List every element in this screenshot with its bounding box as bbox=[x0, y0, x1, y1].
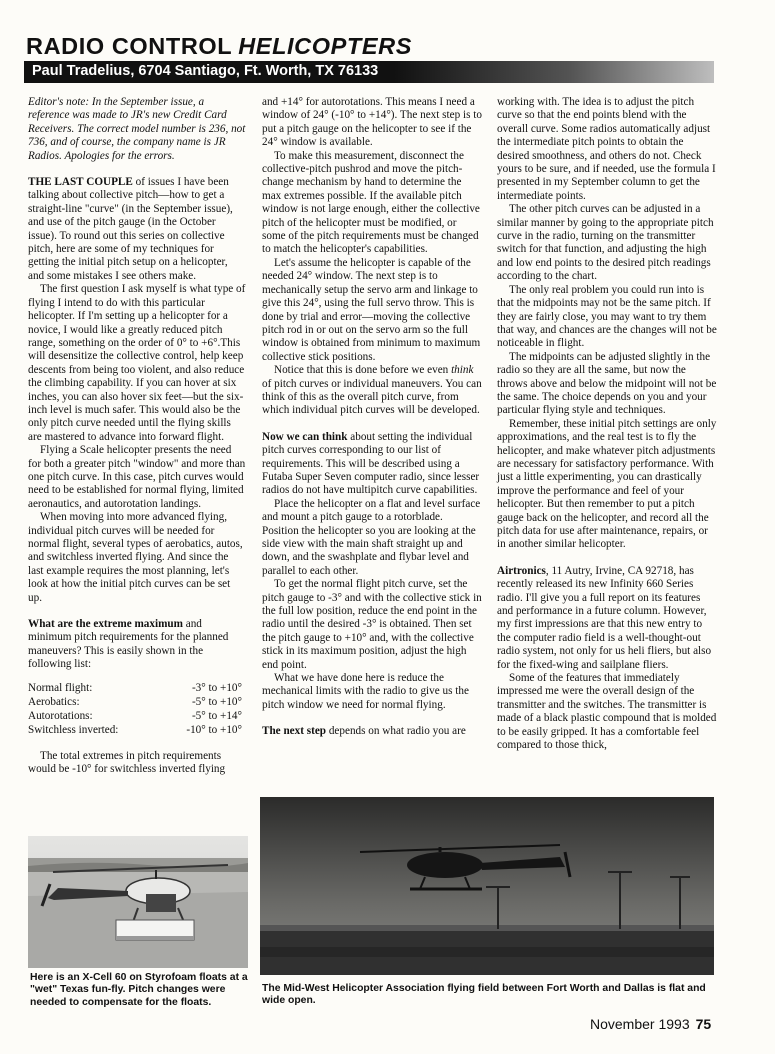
paragraph: Let's assume the helicopter is capable of the needed 24° window. The next step is to mechanically setup the servo arm and linkage to give this 24°, using the full servo throw. This is done by trial and error—moving the collective pitch rod in or out on the servo arm so the full window is obtained from minimum to maximum collective stick positions. bbox=[262, 256, 481, 363]
paragraph: What we have done here is reduce the mechanical limits with the radio to give us the pitch window we need for normal flying. bbox=[262, 672, 469, 711]
editors-note: Editor's note: In the September issue, a reference was made to JR's new Credit Card Receivers. The correct model number is 236, not 736, and of course, the company name is JR Radios. Apologies for the errors. bbox=[28, 96, 246, 162]
paragraph: and +14° for autorotations. This means I need a window of 24° (-10° to +14°). The next step is to put a pitch gauge on the helicopter to see if the 24° window is available. bbox=[262, 96, 482, 149]
paragraph: Place the helicopter on a flat and level surface and mount a pitch gauge to a rotorblade. Position the helicopter so you are looking at the side view with the main shaft straight up and down, and the swashplate and flybar level and parallel to each other. bbox=[262, 497, 481, 577]
paragraph: Airtronics, 11 Autry, Irvine, CA 92718, has recently released its new Infinity 660 Series radio. I'll give you a full report on its features and performance in a future column. However, my first impressions are that this new entry to the computer radio field is a well-thought-out radio system, not only for us heli fliers, but also for the fixed-wing and sailplane fliers. bbox=[497, 564, 712, 671]
list-item: Normal flight: -3° to +10° bbox=[28, 681, 242, 694]
list-item: Aerobatics: -5° to +10° bbox=[28, 695, 242, 708]
paragraph: When moving into more advanced flying, individual pitch curves will be needed for normal flight, several types of aerobatics, autos, and switchless inverted flying. And since the last example requires the most planning, let's look at how the initial pitch curves can be set up. bbox=[28, 511, 243, 604]
paragraph: The total extremes in pitch requirements would be -10° for switchless inverted flying bbox=[28, 749, 226, 776]
column-2 bbox=[262, 96, 482, 739]
page-title bbox=[26, 33, 412, 60]
paragraph: Remember, these initial pitch settings are only approximations, and the real test is to fly the helicopter, and make whatever pitch adjustments are necessary for satisfactory performance. With just a little experimenting, you can drastically improve the performance and feel of your helicopter. But then remember to put a pitch gauge back on the helicopter, and record all the pitch data for use after maintenance, repairs, or in another similar helicopter. bbox=[497, 417, 717, 551]
issue-date: November 1993 bbox=[590, 1016, 690, 1032]
flying-field-image bbox=[260, 797, 714, 975]
paragraph: The midpoints can be adjusted slightly in the radio so they are all the same, but now the throws above and below the midpoint will not be the same. The choice depends on you and your particular flying style and techniques. bbox=[497, 350, 717, 417]
author-byline: Paul Tradelius, 6704 Santiago, Ft. Worth, TX 76133 bbox=[32, 63, 379, 79]
photo-flying-field bbox=[260, 797, 714, 975]
paragraph: To get the normal flight pitch curve, set the pitch gauge to -3° and with the collective stick in the full low position, reduce the end point in the radio until the desired -3° is obtained. Then set the pitch gauge to +10° and, with the collective stick in its maximum position, adjust the high end point. bbox=[262, 578, 482, 671]
list-item: Autorotations: -5° to +14° bbox=[28, 709, 242, 722]
title-plain: RADIO CONTROL bbox=[26, 33, 233, 59]
page-number: 75 bbox=[695, 1016, 712, 1032]
paragraph: The other pitch curves can be adjusted in a similar manner by going to the appropriate pitch curve in the radio, turning on the transmitter switch for that function, and adjusting the high and low end points to the desired pitch readings according to the chart. bbox=[497, 203, 714, 283]
paragraph: The next step depends on what radio you are bbox=[262, 725, 466, 738]
run-in-heading: Now we can think bbox=[262, 430, 348, 443]
photo-caption: The Mid-West Helicopter Association flying field between Fort Worth and Dallas is flat and wide open. bbox=[262, 983, 706, 1007]
paragraph: The first question I ask myself is what type of flying I intend to do with this particular helicopter. If I'm setting up a helicopter for a novice, I would like a greatly reduced pitch range, something on the order of 0° to +6°.This will desensitize the collective control, help keep descents from being too violent, and also reduce the climbing capability. If you can hover at six inches, you can also hover six feet—but the six-inch level is much safer. This would also be the only pitch curve needed until the flying skills are mastered to advance into forward flight. bbox=[28, 283, 246, 443]
pitch-requirements-list bbox=[28, 681, 242, 737]
byline-bar bbox=[24, 61, 714, 83]
page-footer bbox=[590, 1016, 711, 1032]
paragraph: Flying a Scale helicopter presents the need for both a greater pitch "window" and more than one pitch curve. In this case, pitch curves would need to be established for normal flying, limited aeronautics, and autorotation landings. bbox=[28, 444, 246, 510]
photo-xcell-on-floats bbox=[28, 836, 248, 968]
list-item: Switchless inverted: -10° to +10° bbox=[28, 723, 242, 736]
paragraph: Some of the features that immediately impressed me were the overall design of the transmitter and the switches. The transmitter is made of a black plastic compound that is molded to be easily gripped. It has a comfortable feel compared to those thick, bbox=[497, 672, 717, 752]
run-in-heading: Airtronics bbox=[497, 564, 546, 577]
column-3 bbox=[497, 96, 717, 753]
paragraph: Notice that this is done before we even think of pitch curves or individual maneuvers. You can think of this as the overall pitch curve, from which individual pitch curves will be developed. bbox=[262, 364, 482, 417]
paragraph: working with. The idea is to adjust the pitch curve so that the end points blend with the overall curve. Some radios automatically adjust the intermediate pitch points to obtain the desired smoothness, and others do not. Check yours to be sure, and if needed, use the formula I presented in my September column to get the intermediate points. bbox=[497, 96, 716, 202]
title-italic: HELICOPTERS bbox=[238, 33, 412, 59]
helicopter-floats-image bbox=[28, 836, 248, 968]
paragraph: What are the extreme maximum and minimum pitch requirements for the planned maneuvers? This is easily shown in the following list: bbox=[28, 618, 229, 671]
run-in-heading: The next step bbox=[262, 725, 327, 738]
paragraph: To make this measurement, disconnect the collective-pitch pushrod and move the pitch-change mechanism by hand to determine the max extremes possible. If the available pitch window is not large enough, either the collective pitch of the helicopter must be modified, or some of the pitch requirements must be changed to match the helicopter's capabilities. bbox=[262, 149, 480, 256]
paragraph: THE LAST COUPLE of issues I have been talking about collective pitch—how to get a straight-line "curve" (in the September issue), and use of the pitch gauge (in the October issue). To round out this series on collective pitch, here are some of my techniques for getting the initial pitch setup on a helicopter, and some mistakes I see others make. bbox=[28, 176, 233, 282]
paragraph: The only real problem you could run into is that the midpoints may not be the same pitch. If they are fairly close, you may want to try them that way, and chances are the changes will not be noticeable in flight. bbox=[497, 283, 717, 350]
paragraph: Now we can think about setting the individual pitch curves corresponding to our list of requirements. This will be described using a Futaba Super Seven computer radio, since lesser radios do not have multipitch curve capabilities. bbox=[262, 430, 480, 497]
column-1 bbox=[28, 96, 246, 776]
run-in-heading: What are the extreme maximum bbox=[28, 618, 183, 631]
photo-caption: Here is an X-Cell 60 on Styrofoam floats at a "wet" Texas fun-fly. Pitch changes were needed to compensate for the floats. bbox=[30, 972, 248, 1008]
run-in-heading: THE LAST COUPLE bbox=[28, 176, 133, 189]
